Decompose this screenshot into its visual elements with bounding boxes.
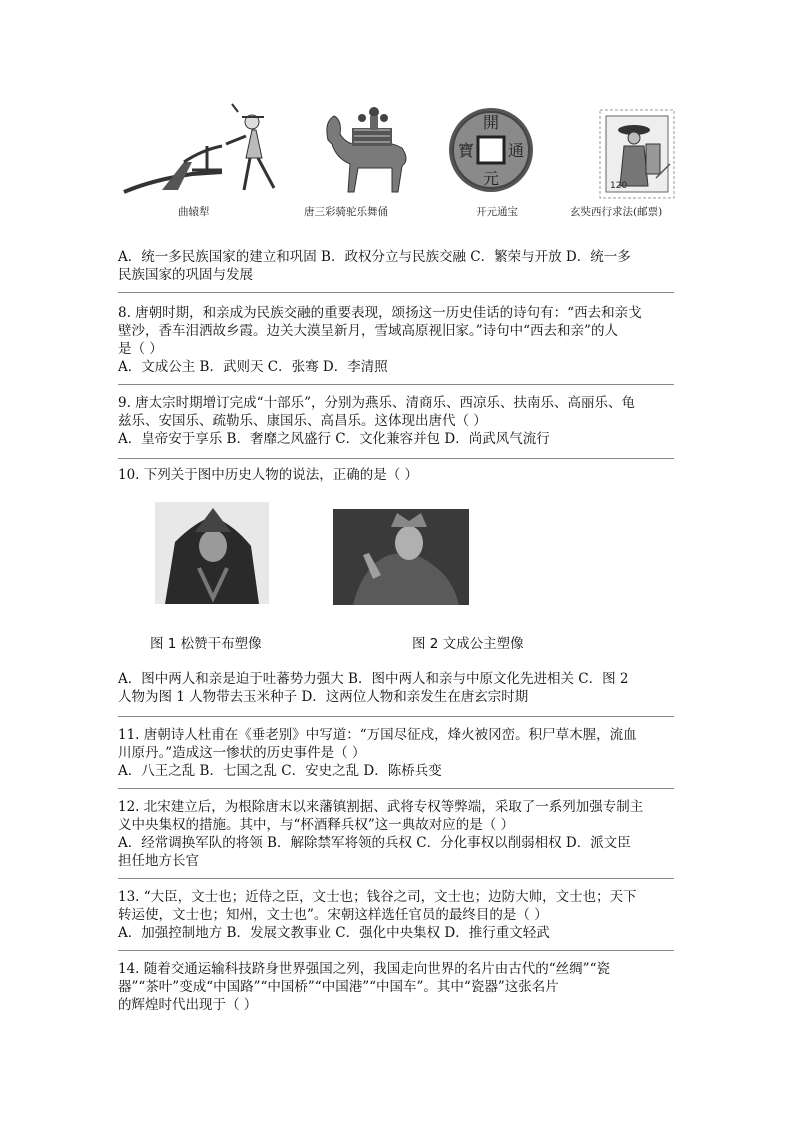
question-9 bbox=[118, 394, 676, 448]
option-line: A．加强控制地方 B．发展文教事业 C．强化中央集权 D．推行重文轻武 bbox=[118, 925, 550, 941]
divider bbox=[118, 716, 674, 717]
question-line: 壁沙，香车泪洒故乡霞。边关大漠呈新月，雪域高原视旧家。”诗句中“西去和亲”的人 bbox=[118, 323, 618, 339]
svg-text:開: 開 bbox=[482, 113, 500, 132]
figure-1-caption: 图 1 松赞干布塑像 bbox=[150, 636, 262, 652]
option-line: A．图中两人和亲是迫于吐蕃势力强大 B．图中两人和亲与中原文化先进相关 C．图 2 bbox=[118, 671, 629, 687]
question-line: 是（ ） bbox=[118, 341, 163, 357]
question-10 bbox=[118, 466, 676, 484]
question-line: 11. 唐朝诗人杜甫在《垂老别》中写道：“万国尽征戍，烽火被冈峦。积尸草木腥，流血 bbox=[118, 727, 637, 743]
princess-wencheng-statue-photo bbox=[333, 509, 469, 605]
option-line: A．经常调换军队的将领 B．解除禁军将领的兵权 C．分化事权以削弱相权 D．派文臣 bbox=[118, 835, 631, 851]
option-line: 人物为图 1 人物带去玉米种子 D．这两位人物和亲发生在唐玄宗时期 bbox=[118, 689, 529, 705]
question-line: 川原丹。”造成这一惨状的历史事件是（ ） bbox=[118, 745, 366, 761]
question-line: 12. 北宋建立后，为根除唐末以来藩镇割据、武将专权等弊端，采取了一系列加强专制主 bbox=[118, 799, 644, 815]
camel-figurine-icon bbox=[318, 100, 418, 200]
question-line: 器”“茶叶”变成“中国路”“中国桥”“中国港”“中国车”。其中“瓷器”这张名片 bbox=[118, 979, 559, 995]
divider bbox=[118, 458, 674, 459]
option-line: 担任地方长官 bbox=[118, 853, 199, 869]
question-line: 13. “大臣，文士也；近侍之臣，文士也；钱谷之司，文士也；边防大帅，文士也；天下 bbox=[118, 889, 637, 905]
question-line: 10. 下列关于图中历史人物的说法，正确的是（ ） bbox=[118, 467, 419, 483]
option-line: A．统一多民族国家的建立和巩固 B．政权分立与民族交融 C．繁荣与开放 D．统一多 bbox=[118, 249, 631, 265]
question-line: 8. 唐朝时期，和亲成为民族交融的重要表现，颂扬这一历史佳话的诗句有：“西去和亲戈 bbox=[118, 305, 642, 321]
figure-caption: 开元通宝 bbox=[476, 206, 518, 218]
stamp-icon bbox=[598, 108, 678, 200]
divider bbox=[118, 788, 674, 789]
plow-farmer-icon bbox=[122, 100, 282, 200]
divider bbox=[118, 950, 674, 951]
question-11 bbox=[118, 726, 676, 780]
question-13 bbox=[118, 888, 676, 942]
option-line: A．文成公主 B．武则天 C．张骞 D．李清照 bbox=[118, 359, 388, 375]
svg-text:寶: 寶 bbox=[457, 141, 475, 160]
songtsen-gampo-statue-photo bbox=[155, 502, 269, 604]
svg-text:通: 通 bbox=[507, 141, 525, 160]
figure-2-caption: 图 2 文成公主塑像 bbox=[412, 636, 524, 652]
divider bbox=[118, 384, 674, 385]
coin-icon bbox=[448, 102, 534, 200]
divider bbox=[118, 292, 674, 293]
question-8 bbox=[118, 304, 676, 376]
divider bbox=[118, 878, 674, 879]
question-12 bbox=[118, 798, 676, 870]
question-line: 义中央集权的措施。其中，与“杯酒释兵权”这一典故对应的是（ ） bbox=[118, 817, 515, 833]
figure-caption: 唐三彩骑驼乐舞俑 bbox=[304, 206, 388, 218]
figure-caption: 玄奘西行求法(邮票) bbox=[570, 206, 663, 218]
figure-caption: 曲辕犁 bbox=[178, 206, 210, 218]
question-10-options bbox=[118, 670, 676, 706]
history-figure-row bbox=[118, 100, 678, 225]
option-line: A．皇帝安于享乐 B．奢靡之风盛行 C．文化兼容并包 D．尚武风气流行 bbox=[118, 431, 550, 447]
question-line: 转运使，文士也；知州，文士也”。宋朝这样选任官员的最终目的是（ ） bbox=[118, 907, 548, 923]
svg-text:元: 元 bbox=[482, 169, 500, 188]
question-line: 的辉煌时代出现于（ ） bbox=[118, 997, 258, 1013]
question-line: 14. 随着交通运输科技跻身世界强国之列，我国走向世界的名片由古代的“丝绸”“瓷 bbox=[118, 961, 610, 977]
option-line: 民族国家的巩固与发展 bbox=[118, 267, 253, 283]
question-7-options bbox=[118, 248, 676, 284]
option-line: A．八王之乱 B．七国之乱 C．安史之乱 D．陈桥兵变 bbox=[118, 763, 442, 779]
question-line: 兹乐、安国乐、疏勒乐、康国乐、高昌乐。这体现出唐代（ ） bbox=[118, 413, 487, 429]
stamp-value: 120 bbox=[610, 181, 628, 191]
question-line: 9. 唐太宗时期增订完成“十部乐”，分别为燕乐、清商乐、西凉乐、扶南乐、高丽乐、龟 bbox=[118, 395, 635, 411]
question-14 bbox=[118, 960, 676, 1014]
